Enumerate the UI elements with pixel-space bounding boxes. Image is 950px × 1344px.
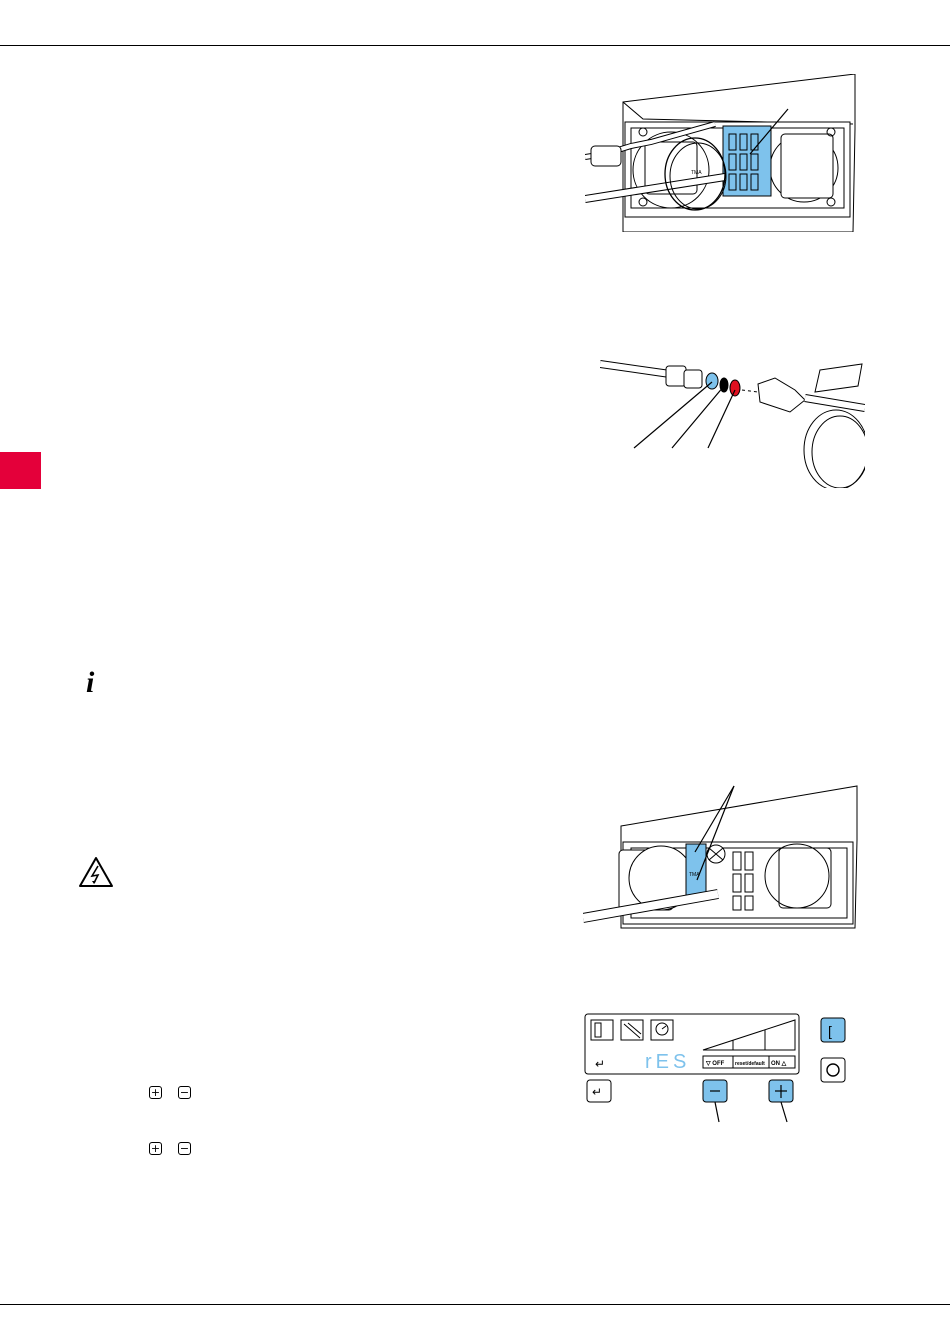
mode-icon-defrost: [621, 1020, 643, 1040]
figure-rear-panel-fuse-cover: [585, 74, 860, 232]
seal-ring-blue: [706, 373, 718, 389]
plus-key-icon: +: [150, 1142, 161, 1155]
fuse-rating-label: TMA: [691, 170, 702, 176]
bottom-rule: [0, 1304, 950, 1305]
enter-indicator: ↵: [595, 1057, 606, 1071]
svg-text:[: [: [828, 1023, 832, 1039]
plus-key-icon: +: [150, 1086, 161, 1099]
power-on-button: [821, 1018, 845, 1042]
power-off-button: [821, 1058, 845, 1082]
svg-text:↵: ↵: [592, 1085, 603, 1099]
figure-control-panel: [583, 1012, 853, 1124]
on-label: ON △: [771, 1061, 787, 1067]
reset-default-label: reset/default: [735, 1061, 765, 1067]
off-label: ▽ OFF: [706, 1061, 725, 1067]
segment-display: rES: [645, 1051, 691, 1073]
info-icon: i: [86, 666, 95, 699]
top-rule: [0, 45, 950, 46]
minus-key-icon: −: [179, 1086, 190, 1099]
seal-ring-red: [730, 380, 740, 396]
fuse-holder-highlight: [686, 844, 706, 896]
figure-rear-panel-fuses: [583, 780, 860, 930]
mode-icon-door: [591, 1020, 613, 1040]
fuse-rating-label: TMA: [689, 872, 700, 878]
minus-key-icon: −: [179, 1142, 190, 1155]
electric-hazard-icon: [78, 856, 114, 888]
chapter-tab-marker: [0, 452, 41, 489]
figure-connector-seals: [600, 350, 865, 488]
